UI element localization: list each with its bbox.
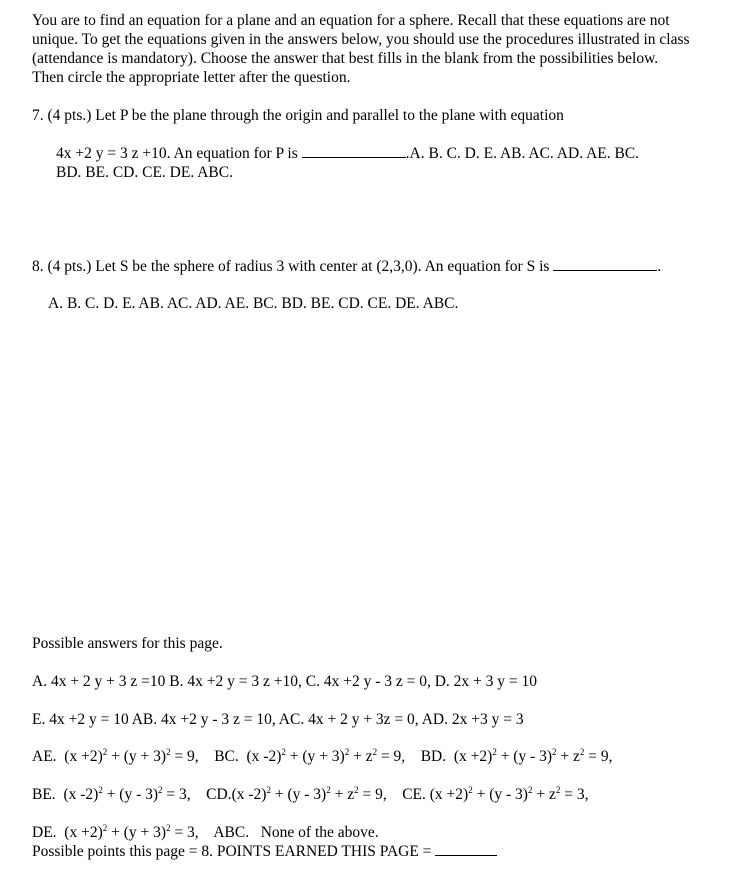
question-7-answer (56, 144, 720, 182)
question-8 (32, 257, 720, 276)
answer-row-4 (32, 785, 720, 804)
answer-DE: DE. $(x +2)^2 + (y + 3)^2 = 3$, (32, 823, 199, 841)
answer-CD: CD.(x $-2)^2 + (y - 3)^2 + z^2 = 9$, (206, 785, 387, 803)
answer-BE: BE. (x -2)$^2$ + (y - 3)$^2$ = 3, (32, 785, 191, 803)
question-7-choices-line2[interactable]: BD. BE. CD. CE. DE. ABC. (56, 164, 233, 181)
answer-row-3 (32, 747, 720, 766)
instructions-line: You are to find an equation for a plane and an equation for a sphere. Recall that these equations are not (32, 12, 670, 29)
question-7-line1 (56, 144, 720, 163)
question-7-prompt: 7. (4 pts.) Let P be the plane through the origin and parallel to the plane with equation (32, 107, 564, 124)
instructions-line: Then circle the appropriate letter after the question. (32, 69, 351, 86)
answer-row-5 (32, 823, 720, 861)
answer-BD: BD. $(x +2)^2 + (y - 3)^2 + z^2 = 9$, (420, 747, 613, 765)
question-8-line: 8. (4 pts.) Let S be the sphere of radius 3 with center at (2,3,0). An equation for S is . (32, 258, 662, 275)
points-earned-blank[interactable] (435, 843, 497, 856)
question-8-choices[interactable] (48, 294, 720, 313)
question-8-choices-line[interactable]: A. B. C. D. E. AB. AC. AD. AE. BC. BD. BE. CD. CE. DE. ABC. (48, 295, 459, 312)
answer-BC: BC. (x $-2)^2 + (y + 3)^2 + z^2 = 9$, (214, 747, 406, 765)
answer-row-2: E. 4x +2 y = 10 AB. 4x +2 y - 3 z = 10, AC. 4x + 2 y + 3z = 0, AD. 2x +3 y = 3 (32, 711, 524, 728)
points-line (32, 842, 720, 861)
answer-blank-8[interactable] (553, 258, 657, 271)
question-7 (32, 106, 720, 125)
question-7-choices[interactable]: .A. B. C. D. E. AB. AC. AD. AE. BC. (405, 145, 640, 162)
points-text: Possible points this page = 8. POINTS EARNED THIS PAGE = (32, 843, 432, 860)
question-8-prompt: 8. (4 pts.) Let S be the sphere of radius 3 with center at (2,3,0). An equation for S is (32, 258, 550, 275)
instructions-paragraph (32, 11, 720, 87)
answer-AE: AE. $(x +2)^2 + (y + 3)^2 = 9$, (32, 747, 199, 765)
instructions-line: unique. To get the equations given in the answers below, you should use the procedures illustrated in class (32, 31, 690, 48)
answers-heading: Possible answers for this page. (32, 635, 223, 652)
answer-ABC: ABC. None of the above. (213, 824, 379, 841)
instructions-line: (attendance is mandatory). Choose the answer that best fills in the blank from the possibilities below. (32, 50, 659, 67)
question-7-statement: 4x +2 y = 3 z +10. An equation for P is (56, 145, 298, 162)
answer-row-1: A. 4x + 2 y + 3 z =10 B. 4x +2 y = 3 z +10, C. 4x +2 y - 3 z = 0, D. 2x + 3 y = 10 (32, 673, 538, 690)
answer-CE: CE. $(x +2)^2 + (y - 3)^2 + z^2 = 3$, (402, 785, 589, 803)
answer-blank-7[interactable] (302, 145, 406, 158)
